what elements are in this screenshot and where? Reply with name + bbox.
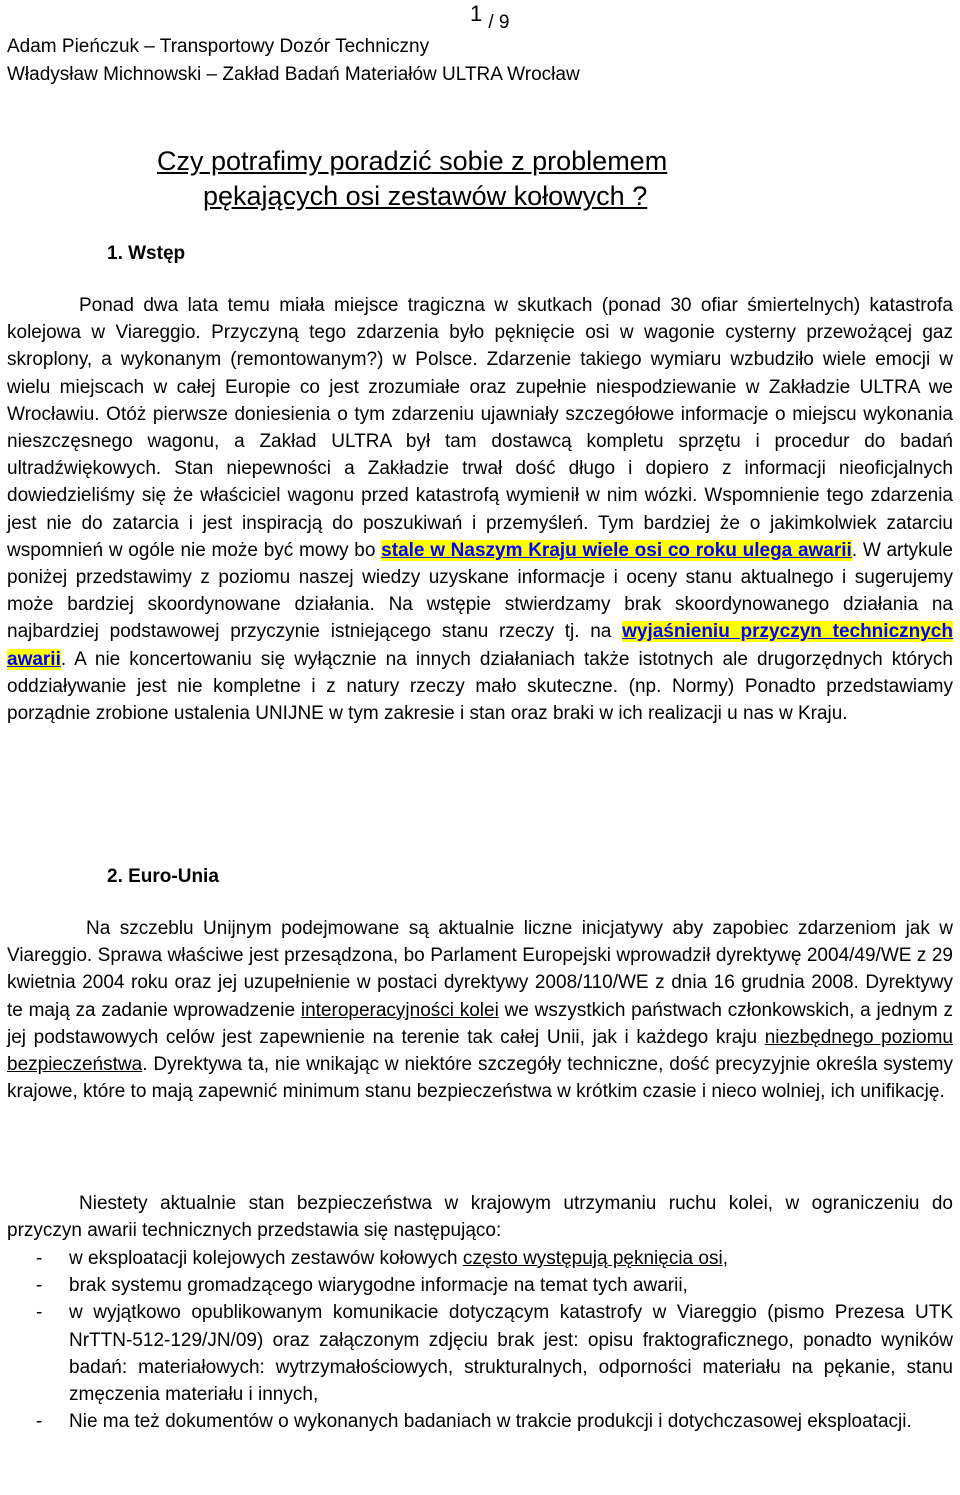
list-item-3-text: w wyjątkowo opublikowanym komunikacie dotyczącym katastrofy w Viareggio (pismo Prezesa UTK NrTTN-512-129/JN/09) oraz załączonym zdjęciu brak jest: opisu fraktograficznego, ponadto wyników badań: materiałowych: wytrzymałościowych, strukturalnych, odporności materiału na pękanie, stanu zmęczenia materiału i innych,: [69, 1302, 953, 1406]
list-item: [7, 1272, 953, 1299]
list-item-4-text: Nie ma też dokumentów o wykonanych badaniach w trakcie produkcji i dotychczasowej eksploatacji.: [69, 1411, 912, 1433]
section-1-text-b: . W artykule poniżej przedstawimy z poziomu naszej wiedzy uzyskane informacje i oceny stanu aktualnego i sugerujemy może bardziej skoordynowane działania. Na wstępie stwierdzamy brak skoordynowanego działania na najbardziej podstawowej przyczynie istniejącego stanu rzeczy tj. na: [7, 539, 953, 643]
authors-block: [7, 33, 580, 89]
list-item: [7, 1299, 953, 1408]
section-1-text-a: Ponad dwa lata temu miała miejsce tragiczna w skutkach (ponad 30 ofiar śmiertelnych) katastrofa kolejowa w Viareggio. Przyczyną tego zdarzenia było pęknięcie osi w wagonie cysterny przewożącej gaz skroplony, a wykonanym (remontowanym?) w Polsce. Zdarzenie takiego wymiaru wzbudziło wiele emocji w wielu miejscach w całej Europie co jest zrozumiałe oraz zupełnie niespodziewanie w Zakładzie ULTRA we Wrocławiu. Otóż pierwsze doniesienia o tym zdarzeniu ujawniały szczegółowe informacje o miejscu wykonania nieszczęsnego wagonu, a Zakład ULTRA był tam dostawcą kompletu sprzętu i procedur do badań ultradźwiękowych. Stan niepewności a Zakładzie trwał dość długo i dopiero z informacji nieoficjalnych dowiedzieliśmy się że właściciel wagonu przed katastrofą wymienił w nim wózki. Wspomnienie tego zdarzenia jest nie do zatarcia i jest inspiracją do poszukiwań i przemyśleń. Tym bardziej że o jakimkolwiek zatarciu wspomnień w ogóle nie może być mowy bo: [7, 295, 953, 561]
author-line-2: Władysław Michnowski – Zakład Badań Materiałów ULTRA Wrocław: [7, 64, 580, 85]
highlight-technical-causes: wyjaśnieniu przyczyn technicznych awarii: [7, 621, 953, 670]
title-line-2: pękających osi zestawów kołowych ?: [203, 181, 648, 211]
list-dash: -: [36, 1302, 43, 1324]
list-item-1-end: ,: [722, 1248, 728, 1269]
underline-safety-level: niezbędnego poziomu bezpieczeństwa: [7, 1026, 953, 1076]
list-dash: -: [36, 1248, 43, 1269]
title-line-1: Czy potrafimy poradzić sobie z problemem: [157, 146, 668, 176]
section-2-text-p2: Niestety aktualnie stan bezpieczeństwa w krajowym utrzymaniu ruchu kolei, w ograniczeniu do przyczyn awarii technicznych przedstawia się następująco:: [7, 1193, 953, 1242]
list-dash: -: [36, 1275, 43, 1297]
list-item-1-text: w eksploatacji kolejowych zestawów kołowych: [69, 1248, 463, 1269]
page-number: [470, 1, 510, 33]
list-item: [7, 1408, 953, 1435]
section-1-paragraph: [7, 292, 953, 727]
section-2-paragraph-1: [7, 915, 953, 1105]
underline-interoperability: interoperacyjności kolei: [300, 999, 499, 1021]
page-total: / 9: [488, 12, 510, 33]
issues-list: [7, 1245, 953, 1435]
list-item-1-underline: często występują pęknięcia osi: [462, 1248, 723, 1269]
section-2-text-a: Na szczeblu Unijnym podejmowane są aktualnie liczne inicjatywy aby zapobiec zdarzeniom jak w Viareggio. Sprawa właściwe jest przesądzona, bo Parlament Europejski wprowadził dyrektywę 2004/49/WE z 29 kwietnia 2004 roku oraz jej uzupełnienie w postaci dyrektywy 2008/110/WE z dnia 16 grudnia 2008. Dyrektywy te mają za zadanie wprowadzenie: [7, 918, 953, 1021]
author-line-1: Adam Pieńczuk – Transportowy Dozór Techniczny: [7, 36, 430, 57]
document-title: [157, 144, 667, 214]
page-current: 1: [470, 1, 483, 26]
section-1-text-c: . A nie koncertowaniu się wyłącznie na innych działaniach także istotnych ale drugorzędnych których oddziaływanie jest nie kompletne i z natury rzeczy mało skuteczne. (np. Normy) Ponadto przedstawiamy porządnie zrobione ustalenia UNIJNE w tym zakresie i stan oraz braki w ich realizacji u nas w Kraju.: [7, 648, 953, 725]
section-1-heading: 1. Wstęp: [107, 243, 186, 264]
list-dash: -: [36, 1411, 43, 1433]
section-2-heading: 2. Euro-Unia: [107, 866, 219, 887]
section-2-text-c: . Dyrektywa ta, nie wnikając w niektóre szczegóły techniczne, dość precyzyjnie określa systemy krajowe, które to mają zapewnić minimum stanu bezpieczeństwa w krótkim czasie i nieco wolniej, ich unifikację.: [7, 1054, 953, 1103]
section-2-text-b: we wszystkich państwach członkowskich, a jednym z jej podstawowych celów jest zapewnienie na terenie tak całej Unii, jak i każdego kraju: [7, 999, 953, 1048]
section-2-paragraph-2: [7, 1190, 953, 1244]
list-item-2-text: brak systemu gromadzącego wiarygodne informacje na temat tych awarii,: [69, 1275, 688, 1297]
highlight-axle-failures: stale w Naszym Kraju wiele osi co roku ulega awarii: [381, 539, 852, 561]
list-item: [7, 1245, 953, 1272]
